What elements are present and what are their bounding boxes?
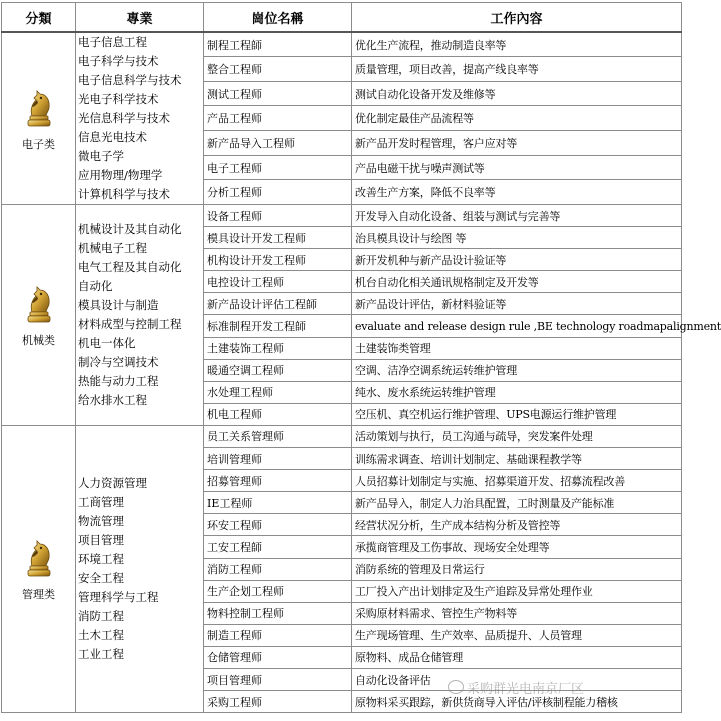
position-cell: 仓储管理师 (204, 646, 352, 668)
work-cell: 土建装饰类管理 (352, 337, 682, 359)
header-major: 專業 (76, 3, 204, 33)
header-row (2, 3, 682, 33)
position-cell: IE工程师 (204, 492, 352, 514)
work-cell: 生产现场管理、生产效率、品质提升、人员管理 (352, 624, 682, 646)
major-item: 消防工程 (78, 609, 124, 624)
major-item: 项目管理 (78, 533, 124, 548)
major-item: 给水排水工程 (78, 392, 147, 407)
header-category: 分類 (2, 3, 76, 33)
major-item: 土木工程 (78, 628, 124, 643)
category-label: 电子类 (22, 137, 55, 151)
category-cell (2, 425, 76, 712)
position-cell: 产品工程师 (204, 106, 352, 131)
work-cell: 训练需求调查、培训计划制定、基础课程教学等 (352, 448, 682, 470)
work-cell: 纯水、废水系统运转维护管理 (352, 381, 682, 403)
position-cell: 机电工程师 (204, 403, 352, 425)
position-cell: 电子工程师 (204, 155, 352, 180)
major-item: 光信息科学与技术 (78, 111, 170, 125)
work-cell: 原物料、成品仓储管理 (352, 646, 682, 668)
major-item: 工商管理 (78, 495, 124, 510)
position-cell: 采购工程师 (204, 691, 352, 713)
major-item: 计算机科学与技术 (78, 187, 170, 201)
position-cell: 电控设计工程师 (204, 271, 352, 293)
major-item: 热能与动力工程 (78, 373, 159, 388)
wechat-icon (448, 680, 464, 694)
work-cell: 优化制定最佳产品流程等 (352, 106, 682, 131)
major-item: 材料成型与控制工程 (78, 316, 182, 331)
major-item: 光电子科学技术 (78, 92, 159, 106)
position-cell: 制程工程師 (204, 32, 352, 57)
position-cell: 测试工程师 (204, 81, 352, 106)
major-item: 环境工程 (78, 552, 124, 567)
chess-knight-icon (24, 86, 54, 130)
work-cell: 优化生产流程，推动制造良率等 (352, 32, 682, 57)
work-cell: 原物料采买跟踪，新供货商导入评估/评核制程能力稽核 (352, 691, 682, 713)
position-cell: 土建装饰工程师 (204, 337, 352, 359)
position-cell: 整合工程师 (204, 57, 352, 82)
category-label: 管理类 (22, 588, 55, 602)
work-cell: 经营状况分析，生产成本结构分析及管控等 (352, 514, 682, 536)
work-cell: 机台自动化相关通讯规格制定及开发等 (352, 271, 682, 293)
major-item: 微电子学 (78, 149, 124, 163)
watermark (448, 678, 584, 697)
position-cell: 分析工程师 (204, 180, 352, 205)
work-cell: 活动策划与执行，员工沟通与疏导，突发案件处理 (352, 425, 682, 447)
work-cell: 消防系统的管理及日常运行 (352, 558, 682, 580)
major-item: 管理科学与工程 (78, 590, 159, 605)
position-cell: 工安工程師 (204, 536, 352, 558)
work-cell: 开发导入自动化设备、组装与测试与完善等 (352, 205, 682, 227)
major-item: 电气工程及其自动化 (78, 259, 182, 274)
chess-knight-icon (24, 282, 54, 326)
work-cell: 采购原材料需求、管控生产物料等 (352, 602, 682, 624)
major-item: 电子信息科学与技术 (78, 73, 182, 87)
table-row (2, 425, 682, 447)
position-cell: 设备工程师 (204, 205, 352, 227)
major-item: 自动化 (78, 278, 113, 293)
position-cell: 环安工程师 (204, 514, 352, 536)
work-cell: 工厂投入产出计划排定及生产追踪及异常处理作业 (352, 580, 682, 602)
chess-knight-icon (24, 536, 54, 580)
work-cell: 产品电磁干扰与噪声测试等 (352, 155, 682, 180)
position-cell: 制造工程师 (204, 624, 352, 646)
position-cell: 新产品设计评估工程師 (204, 293, 352, 315)
table-row (2, 32, 682, 57)
position-cell: 消防工程师 (204, 558, 352, 580)
position-cell: 模具设计开发工程师 (204, 227, 352, 249)
category-cell (2, 32, 76, 205)
work-cell: 质量管理，项目改善，提高产线良率等 (352, 57, 682, 82)
position-cell: 机构设计开发工程师 (204, 249, 352, 271)
work-cell: 新产品导入，制定人力治具配置，工时测量及产能标准 (352, 492, 682, 514)
major-item: 物流管理 (78, 514, 124, 529)
table-row (2, 205, 682, 227)
work-cell: 人员招募计划制定与实施、招募渠道开发、招募流程改善 (352, 470, 682, 492)
majors-cell (76, 205, 204, 426)
work-cell: 新开发机种与新产品设计验证等 (352, 249, 682, 271)
work-cell: 自动化设备评估 (352, 668, 682, 690)
majors-cell (76, 425, 204, 712)
position-cell: 物料控制工程师 (204, 602, 352, 624)
major-item: 制冷与空调技术 (78, 354, 159, 369)
position-cell: 培训管理师 (204, 448, 352, 470)
position-cell: 标准制程开发工程師 (204, 315, 352, 337)
major-item: 应用物理/物理学 (78, 168, 163, 182)
header-work: 工作內容 (352, 3, 682, 33)
major-item: 机械设计及其自动化 (78, 221, 182, 236)
major-item: 电子科学与技术 (78, 54, 159, 68)
major-item: 安全工程 (78, 571, 124, 586)
work-cell: 空压机、真空机运行维护管理、UPS电源运行维护管理 (352, 403, 682, 425)
major-item: 人力资源管理 (78, 476, 147, 491)
work-cell: 承揽商管理及工伤事故、现场安全处理等 (352, 536, 682, 558)
major-item: 机电一体化 (78, 335, 136, 350)
major-item: 工业工程 (78, 647, 124, 662)
work-cell: 新产品设计评估，新材料验证等 (352, 293, 682, 315)
job-table (1, 2, 721, 713)
work-cell: 新产品开发时程管理，客户应对等 (352, 131, 682, 156)
position-cell: 生产企划工程师 (204, 580, 352, 602)
major-item: 电子信息工程 (78, 35, 147, 49)
position-cell: 员工关系管理师 (204, 425, 352, 447)
category-cell (2, 205, 76, 426)
work-cell: 改善生产方案，降低不良率等 (352, 180, 682, 205)
majors-cell (76, 32, 204, 205)
position-cell: 水处理工程师 (204, 381, 352, 403)
work-cell: 空调、洁净空调系统运转维护管理 (352, 359, 682, 381)
work-cell: 治具模具设计与绘图 等 (352, 227, 682, 249)
major-item: 模具设计与制造 (78, 297, 159, 312)
position-cell: 暖通空调工程师 (204, 359, 352, 381)
position-cell: 新产品导入工程师 (204, 131, 352, 156)
category-label: 机械类 (22, 333, 55, 347)
watermark-text: 采购群光电南京厂区 (467, 682, 585, 697)
work-cell: evaluate and release design rule ,BE technology roadmapalignment (352, 315, 682, 337)
work-cell: 测试自动化设备开发及维修等 (352, 81, 682, 106)
position-cell: 项目管理师 (204, 668, 352, 690)
position-cell: 招募管理师 (204, 470, 352, 492)
major-item: 信息光电技术 (78, 130, 147, 144)
header-position: 崗位名稱 (204, 3, 352, 33)
major-item: 机械电子工程 (78, 240, 147, 255)
